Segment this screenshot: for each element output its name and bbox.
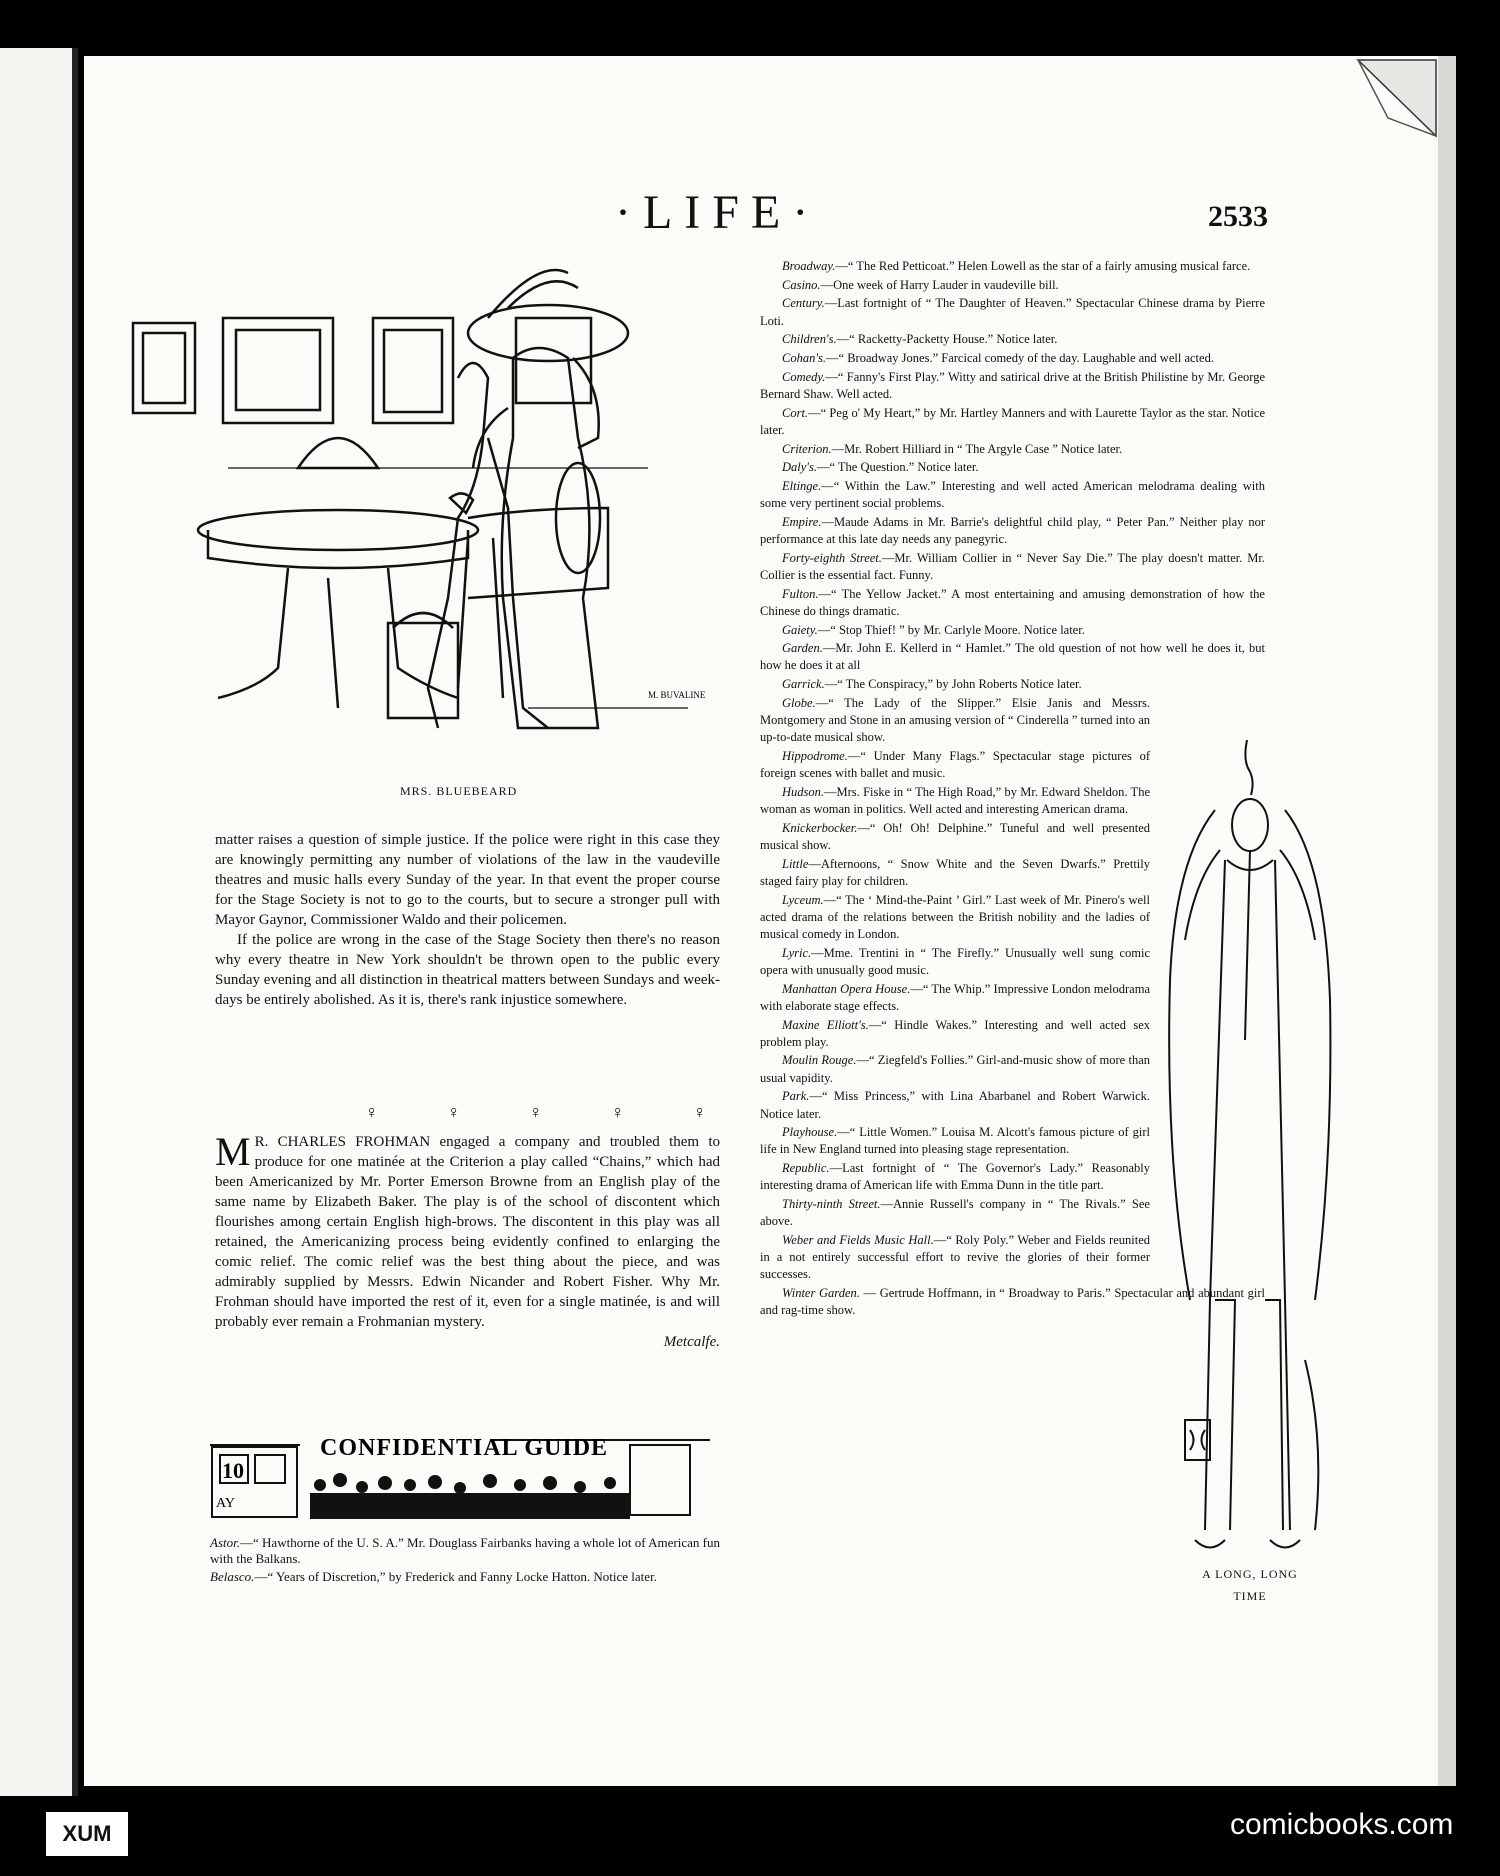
guide-left-column [210, 1535, 720, 1585]
guide-entry [760, 331, 1265, 348]
entry-text: —“ Racketty-Packetty House.” Notice later. [836, 332, 1058, 347]
artist-signature: M. BUVALINE [648, 690, 706, 700]
guide-entry [760, 514, 1265, 548]
entry-text: —“ Miss Princess,” with Lina Abarbanel and Robert Warwick. Notice later. [760, 1089, 1150, 1121]
theatre-name: Broadway. [782, 259, 836, 273]
entry-text: —“ Ziegfeld's Follies.” Girl-and-music show of more than usual vapidity. [760, 1053, 1150, 1085]
guide-entry [760, 748, 1150, 782]
entry-text: —Mr. William Collier in “ Never Say Die.” The play doesn't matter. Mr. Collier is the essential fact. Funny. [760, 550, 1266, 582]
theatre-name: Criterion. [782, 441, 832, 456]
entry-text: —“ Fanny's First Play.” Witty and satirical drive at the British Philistine by Mr. George Bernard Shaw. Well acted. [760, 369, 1265, 401]
masthead-title: ·LIFE· [615, 186, 821, 239]
author-signature: Metcalfe. [663, 1334, 720, 1350]
guide-entry [760, 478, 1265, 512]
theatre-name: Knickerbocker. [782, 820, 858, 835]
theatre-name: Gaiety. [782, 622, 818, 637]
theatre-name: Garden. [782, 641, 823, 656]
theatre-name: Playhouse. [782, 1125, 838, 1140]
guide-entry [760, 1088, 1150, 1122]
theatre-name: Globe. [782, 695, 816, 710]
time-caption [1170, 1563, 1330, 1607]
theatre-name: Fulton. [782, 586, 819, 601]
tram-sign: AY [216, 1496, 235, 1511]
guide-entry [760, 856, 1150, 890]
confidential-guide-banner [210, 1425, 710, 1525]
guide-entry [760, 892, 1150, 944]
theatre-name: Little [782, 856, 809, 871]
theatre-name: Casino. [782, 277, 821, 292]
guide-entry [760, 1017, 1150, 1051]
entry-text: —Mrs. Fiske in “ The High Road,” by Mr. Edward Sheldon. The woman as woman in politics. Well acted and interesting American drama. [760, 784, 1150, 817]
entry-text: —“ Oh! Oh! Delphine.” Tuneful and well presented musical show. [760, 820, 1150, 852]
mrs-bluebeard-illustration [128, 268, 728, 748]
entry-text: —Last fortnight of “ The Governor's Lady.” Reasonably interesting drama of American life with Emma Dunn in the title part. [760, 1161, 1150, 1193]
entry-text: —“ Stop Thief! ” by Mr. Carlyle Moore. Notice later. [817, 622, 1085, 637]
entry-text: —“ Years of Discretion,” by Frederick and Fanny Locke Hatton. Notice later. [254, 1569, 657, 1584]
guide-entry [210, 1535, 720, 1567]
theatre-name: Belasco. [210, 1569, 255, 1584]
guide-entry [760, 405, 1265, 439]
section-separator: ♀ ♀ ♀ ♀ ♀ [365, 1102, 739, 1122]
paragraph: R. CHARLES FROHMAN engaged a company and troubled them to produce for one matinée at the Criterion a play called “Chains,” which had been Americanized by Mr. Porter Emerson Browne from an English play of the same name by Elizabeth Baker. The play is of the school of discontent which flourishes among certain English high-brows. The discontent in this play was all retained, the Americanizing process being evidently confined to enlarging the comic relief. The comic relief was the best thing about the piece, and was admirably supplied by Messrs. Edwin Nicander and Robert Fisher. Why Mr. Frohman should have imported the rest of it, even for a single matinée, is and will probably ever remain a Frohmanian mystery. [215, 1134, 720, 1330]
guide-entry [760, 369, 1265, 403]
guide-entry [760, 258, 1265, 275]
theatre-name: Maxine Elliott's. [782, 1017, 869, 1032]
theatre-name: Winter Garden. [782, 1286, 860, 1301]
guide-entry [760, 676, 1150, 693]
theatre-name: Cort. [782, 405, 809, 420]
guide-entry [760, 1196, 1150, 1230]
father-time-illustration [1165, 740, 1335, 1560]
entry-text: —“ Broadway Jones.” Farcical comedy of the day. Laughable and well acted. [826, 351, 1214, 366]
archive-label: XUM [46, 1812, 128, 1856]
time-caption-line2: TIME [1233, 1589, 1267, 1603]
guide-entry [760, 586, 1265, 620]
guide-entry [760, 550, 1265, 584]
theatre-name: Manhattan Opera House. [782, 981, 911, 996]
entry-text: —Mme. Trentini in “ The Firefly.” Unusually well sung comic opera with unusually good music. [760, 945, 1150, 977]
guide-entry [210, 1569, 720, 1585]
theatre-name: Empire. [782, 514, 822, 529]
entry-text: —Annie Russell's company in “ The Rivals.” See above. [760, 1197, 1150, 1229]
entry-text: —Maude Adams in Mr. Barrie's delightful child play, “ Peter Pan.” Neither play nor performance at this late day needs any panegyric. [760, 514, 1265, 547]
entry-text: — Gertrude Hoffmann, in “ Broadway to Paris.” Spectacular and abundant girl and rag-time show. [760, 1286, 1266, 1318]
theatre-name: Garrick. [782, 677, 825, 692]
theatre-name: Astor. [210, 1535, 240, 1550]
entry-text: —“ The Red Petticoat.” Helen Lowell as the star of a fairly amusing musical farce. [835, 259, 1251, 273]
guide-entry [760, 1160, 1150, 1194]
guide-entry [760, 695, 1150, 747]
entry-text: —“ The Lady of the Slipper.” Elsie Janis and Messrs. Montgomery and Stone in an amusing version of “ Cinderella ” turned into an up-to-date musical show. [760, 695, 1150, 745]
entry-text: —One week of Harry Lauder in vaudeville bill. [820, 277, 1059, 292]
page-edge [1438, 56, 1456, 1786]
entry-text: —“ The Question.” Notice later. [816, 460, 979, 475]
theatre-name: Forty-eighth Street. [782, 550, 882, 565]
theatre-name: Park. [782, 1089, 810, 1104]
guide-entry [760, 277, 1265, 294]
guide-entry [760, 441, 1265, 458]
theatre-name: Daly's. [782, 460, 817, 475]
theatre-name: Lyceum. [782, 892, 824, 907]
theatre-name: Children's. [782, 332, 837, 347]
theatre-name: Eltinge. [782, 478, 822, 493]
entry-text: —Mr. Robert Hilliard in “ The Argyle Case ” Notice later. [831, 441, 1123, 456]
site-watermark: comicbooks.com [1230, 1808, 1454, 1841]
guide-entry [760, 459, 1265, 476]
theatre-name: Lyric. [782, 945, 812, 960]
guide-entry [760, 1124, 1150, 1158]
entry-text: —“ The Conspiracy,” by John Roberts Notice later. [824, 677, 1082, 692]
entry-text: —Last fortnight of “ The Daughter of Heaven.” Spectacular Chinese drama by Pierre Loti. [760, 296, 1265, 328]
paragraph: matter raises a question of simple justice. If the police were right in this case they are knowingly permitting any number of violations of the law in the vaudeville theatres and music halls every Sunday of the year. In that event the proper course for the Stage Society is not to go to the courts, but to secure a stronger pull with Mayor Gaynor, Commissioner Waldo and their policemen. [215, 832, 720, 928]
paragraph: If the police are wrong in the case of the Stage Society then there's no reason why every theatre in New York shouldn't be thrown open to the public every Sunday evening and all distinction in theatrical matters between Sundays and week-days be entirely abolished. As it is, there's rank injustice somewhere. [215, 932, 720, 1008]
entry-text: —“ The Yellow Jacket.” A most entertaining and amusing demonstration of how the Chinese do things dramatic. [760, 586, 1265, 618]
page-number: 2533 [1208, 200, 1268, 233]
left-text-column [215, 830, 720, 1010]
entry-text: —“ The Whip.” Impressive London melodrama with elaborate stage effects. [760, 981, 1150, 1013]
guide-entry [760, 784, 1150, 818]
guide-entry [760, 350, 1265, 367]
entry-text: —“ Roly Poly.” Weber and Fields reunited in a not entirely successful effort to revive the glories of their former successes. [760, 1232, 1150, 1282]
facing-page-edge [0, 48, 78, 1796]
guide-title: CONFIDENTIAL GUIDE [320, 1435, 609, 1461]
guide-entry [760, 622, 1265, 639]
guide-entry [760, 945, 1150, 979]
entry-text: —“ Little Women.” Louisa M. Alcott's famous picture of girl life in New England turned into pleasing stage representation. [760, 1125, 1150, 1157]
theatre-name: Hippodrome. [782, 748, 848, 763]
entry-text: —“ Hawthorne of the U. S. A.” Mr. Douglass Fairbanks having a whole lot of American fun with the Balkans. [210, 1535, 720, 1566]
tram-number: 10 [222, 1458, 244, 1483]
theatre-name: Hudson. [782, 784, 825, 799]
guide-entry [760, 1052, 1150, 1086]
guide-entry [760, 295, 1265, 329]
entry-text: —Mr. John E. Kellerd in “ Hamlet.” The old question of not how well he does it, but how he does it at all [760, 641, 1265, 673]
bluebeard-caption: MRS. BLUEBEARD [400, 784, 518, 798]
dog-ear-fold [1348, 58, 1438, 138]
entry-text: —“ Under Many Flags.” Spectacular stage pictures of foreign scenes with ballet and music. [760, 748, 1150, 781]
entry-text: —“ Peg o' My Heart,” by Mr. Hartley Manners and with Laurette Taylor as the star. Notice later. [760, 405, 1265, 437]
entry-text: —“ Hindle Wakes.” Interesting and well acted sex problem play. [760, 1017, 1150, 1049]
guide-entry [760, 820, 1150, 854]
theatre-name: Cohan's. [782, 351, 827, 366]
theatre-name: Comedy. [782, 369, 826, 384]
theatre-name: Thirty-ninth Street. [782, 1197, 881, 1212]
entry-text: —Afternoons, “ Snow White and the Seven Dwarfs.” Prettily staged fairy play for children. [760, 856, 1150, 888]
entry-text: —“ The ‘ Mind-the-Paint ’ Girl.” Last week of Mr. Pinero's well acted drama of the relations between the British nobility and the ladies of musical comedy in London. [760, 892, 1150, 942]
guide-entry [760, 981, 1150, 1015]
theatre-name: Weber and Fields Music Hall. [782, 1232, 934, 1247]
theatre-name: Republic. [782, 1161, 830, 1176]
drop-cap: M [215, 1129, 251, 1174]
entry-text: —“ Within the Law.” Interesting and well acted American melodrama dealing with some very pertinent social problems. [760, 478, 1265, 511]
guide-entry [760, 1232, 1150, 1284]
theatre-name: Century. [782, 296, 825, 311]
theatre-name: Moulin Rouge. [782, 1053, 857, 1068]
time-caption-line1: A LONG, LONG [1202, 1567, 1298, 1581]
guide-entry [760, 640, 1265, 674]
frohman-review [215, 1129, 720, 1352]
